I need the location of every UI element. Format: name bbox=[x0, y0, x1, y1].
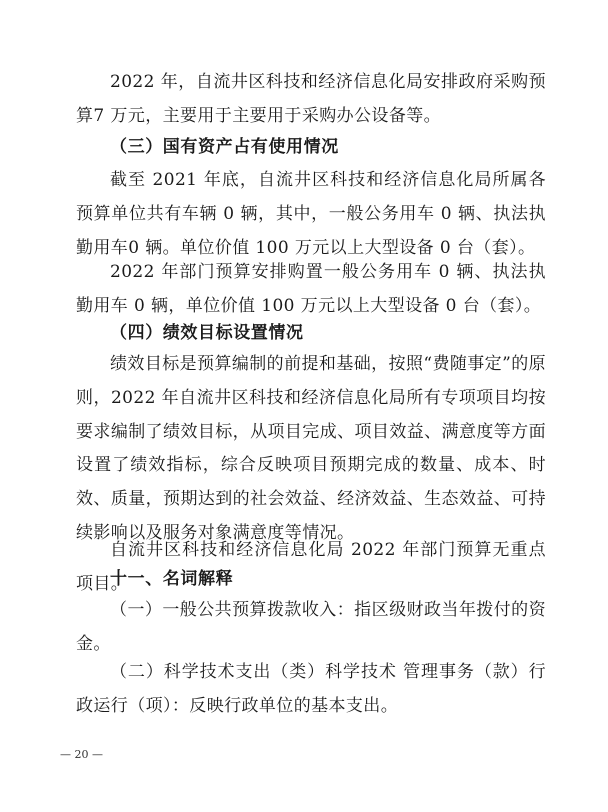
section-heading-state-assets: （三）国有资产占有使用情况 bbox=[110, 137, 339, 157]
paragraph-glossary-item-1: （一）一般公共预算拨款收入：指区级财政当年拨付的资金。 bbox=[76, 600, 546, 654]
page-number: — 20 — bbox=[60, 748, 103, 761]
paragraph-no-key-projects: 自流井区科技和经济信息化局 2022 年部门预算无重点项目。 bbox=[76, 540, 546, 594]
paragraph-vehicles-2022: 2022 年部门预算安排购置一般公务用车 0 辆、执法执勤用车 0 辆，单位价值 100 万元以上大型设备 0 台（套）。 bbox=[76, 262, 546, 316]
paragraph-glossary-item-2: （二）科学技术支出（类）科学技术 管理事务（款）行政运行（项）：反映行政单位的基本支出。 bbox=[76, 662, 546, 716]
paragraph-procurement: 2022 年，自流井区科技和经济信息化局安排政府采购预算7 万元，主要用于主要用于采购办公设备等。 bbox=[76, 72, 546, 126]
section-heading-performance-targets: （四）绩效目标设置情况 bbox=[110, 323, 304, 343]
section-heading-glossary: 十一、名词解释 bbox=[110, 569, 234, 589]
paragraph-vehicles-2021: 截至 2021 年底，自流井区科技和经济信息化局所属各预算单位共有车辆 0 辆，其中，一般公务用车 0 辆、执法执勤用车0 辆。单位价值 100 万元以上大型设备 0 台（套）。 bbox=[76, 170, 546, 258]
paragraph-performance-targets: 绩效目标是预算编制的前提和基础，按照“费随事定”的原则，2022 年自流井区科技和经济信息化局所有专项项目均按要求编制了绩效目标，从项目完成、项目效益、满意度等方面设置了绩效指标，综合反映项目预期完成的数量、成本、时效、质量，预期达到的社会效益、经济效益、生态效益、可持续影响以及服务对象满意度等情况。 bbox=[76, 354, 546, 543]
